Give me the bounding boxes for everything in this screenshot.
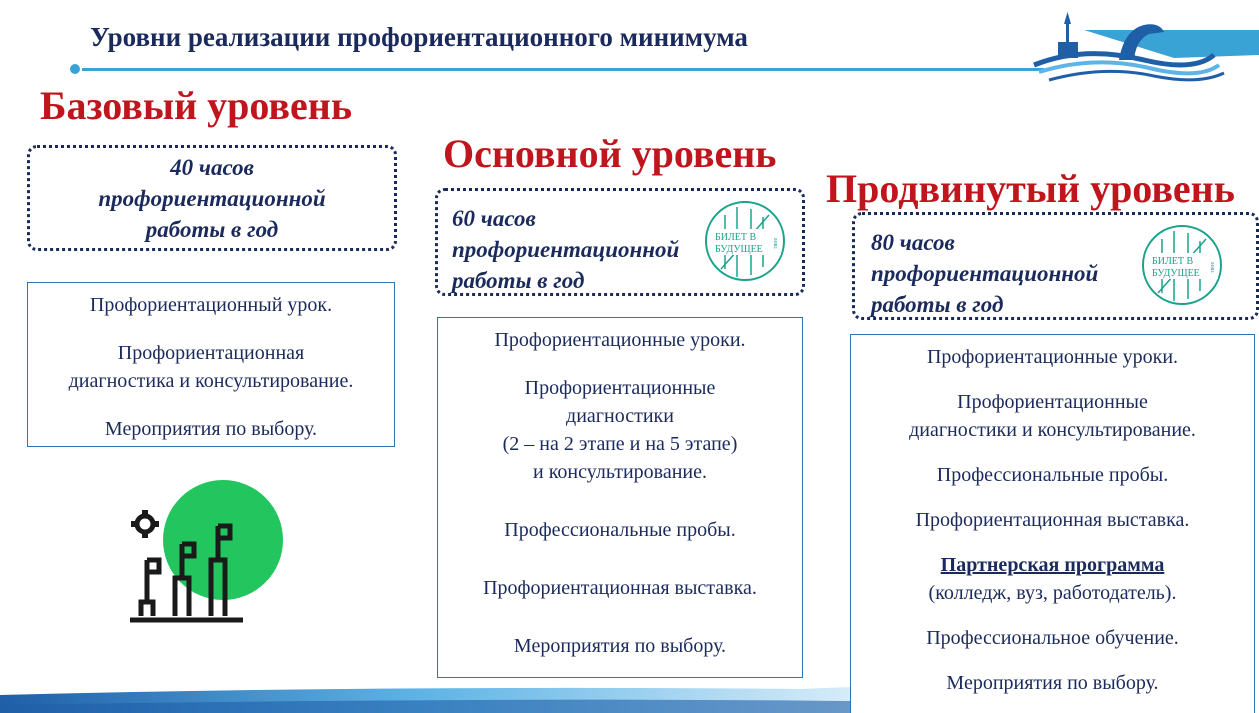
title-underline bbox=[82, 68, 1044, 71]
basic-hours-line2: профориентационной bbox=[98, 185, 326, 211]
main-content-box bbox=[437, 317, 803, 678]
basic-item-3: диагностика и консультирование. bbox=[68, 370, 354, 392]
advanced-item-9: Мероприятия по выбору. bbox=[946, 672, 1159, 694]
ticket-small: твое bbox=[773, 237, 779, 249]
advanced-content-box bbox=[850, 334, 1255, 713]
page-title: Уровни реализации профориентационного минимума bbox=[90, 22, 748, 52]
basic-item-4: Мероприятия по выбору. bbox=[104, 418, 318, 440]
advanced-hours-line1: 80 часов bbox=[871, 230, 955, 255]
basic-hours-line3: работы в год bbox=[145, 216, 279, 242]
bottom-wave-decoration bbox=[0, 683, 1259, 713]
advanced-item-2: Профориентационные bbox=[957, 391, 1148, 413]
advanced-item-3: диагностики и консультирование. bbox=[909, 419, 1196, 441]
main-item-7: Профориентационная выставка. bbox=[483, 577, 757, 599]
main-hours-line3: работы в год bbox=[452, 268, 585, 293]
advanced-item-4: Профессиональные пробы. bbox=[936, 464, 1169, 486]
main-item-2: Профориентационные bbox=[524, 377, 716, 399]
main-item-3: диагностики bbox=[566, 405, 674, 427]
main-item-8: Мероприятия по выбору. bbox=[513, 635, 727, 657]
advanced-hours-line2: профориентационной bbox=[871, 261, 1099, 286]
basic-hours-line1: 40 часов bbox=[170, 154, 254, 180]
ticket-line1: БИЛЕТ В bbox=[715, 232, 757, 243]
ticket2-line1: БИЛЕТ В bbox=[1152, 256, 1194, 267]
basic-level-title: Базовый уровень bbox=[40, 83, 352, 128]
basic-item-1: Профориентационный урок. bbox=[89, 294, 333, 316]
basic-hours-box bbox=[27, 145, 397, 251]
advanced-level-title: Продвинутый уровень bbox=[826, 166, 1235, 211]
main-level-title: Основной уровень bbox=[443, 131, 777, 176]
main-item-1: Профориентационные уроки. bbox=[494, 329, 746, 351]
advanced-item-1: Профориентационные уроки. bbox=[926, 346, 1179, 368]
main-item-6: Профессиональные пробы. bbox=[504, 519, 736, 541]
advanced-item-8: Профессиональное обучение. bbox=[926, 627, 1179, 649]
ticket2-line2: БУДУЩЕЕ bbox=[1152, 268, 1200, 279]
career-growth-icon bbox=[125, 478, 285, 626]
main-hours-line1: 60 часов bbox=[452, 206, 536, 231]
basic-content-box bbox=[27, 282, 395, 447]
partner-program-link[interactable]: Партнерская программа bbox=[940, 554, 1165, 576]
advanced-hours-line3: работы в год bbox=[871, 292, 1004, 317]
main-item-4: (2 – на 2 этапе и на 5 этапе) bbox=[502, 433, 738, 455]
main-hours-line2: профориентационной bbox=[452, 237, 680, 262]
title-dot bbox=[70, 64, 80, 74]
spb-logo-icon bbox=[1024, 10, 1259, 90]
ticket-to-future-logo-icon bbox=[703, 199, 787, 283]
ticket2-small: твое bbox=[1210, 261, 1216, 273]
advanced-item-5: Профориентационная выставка. bbox=[915, 509, 1190, 531]
advanced-item-7: (колледж, вуз, работодатель). bbox=[928, 582, 1177, 604]
ticket-to-future-logo-icon-2 bbox=[1140, 223, 1224, 307]
main-item-5: и консультирование. bbox=[533, 461, 707, 483]
basic-item-2: Профориентационная bbox=[117, 342, 305, 364]
ticket-line2: БУДУЩЕЕ bbox=[715, 244, 763, 255]
